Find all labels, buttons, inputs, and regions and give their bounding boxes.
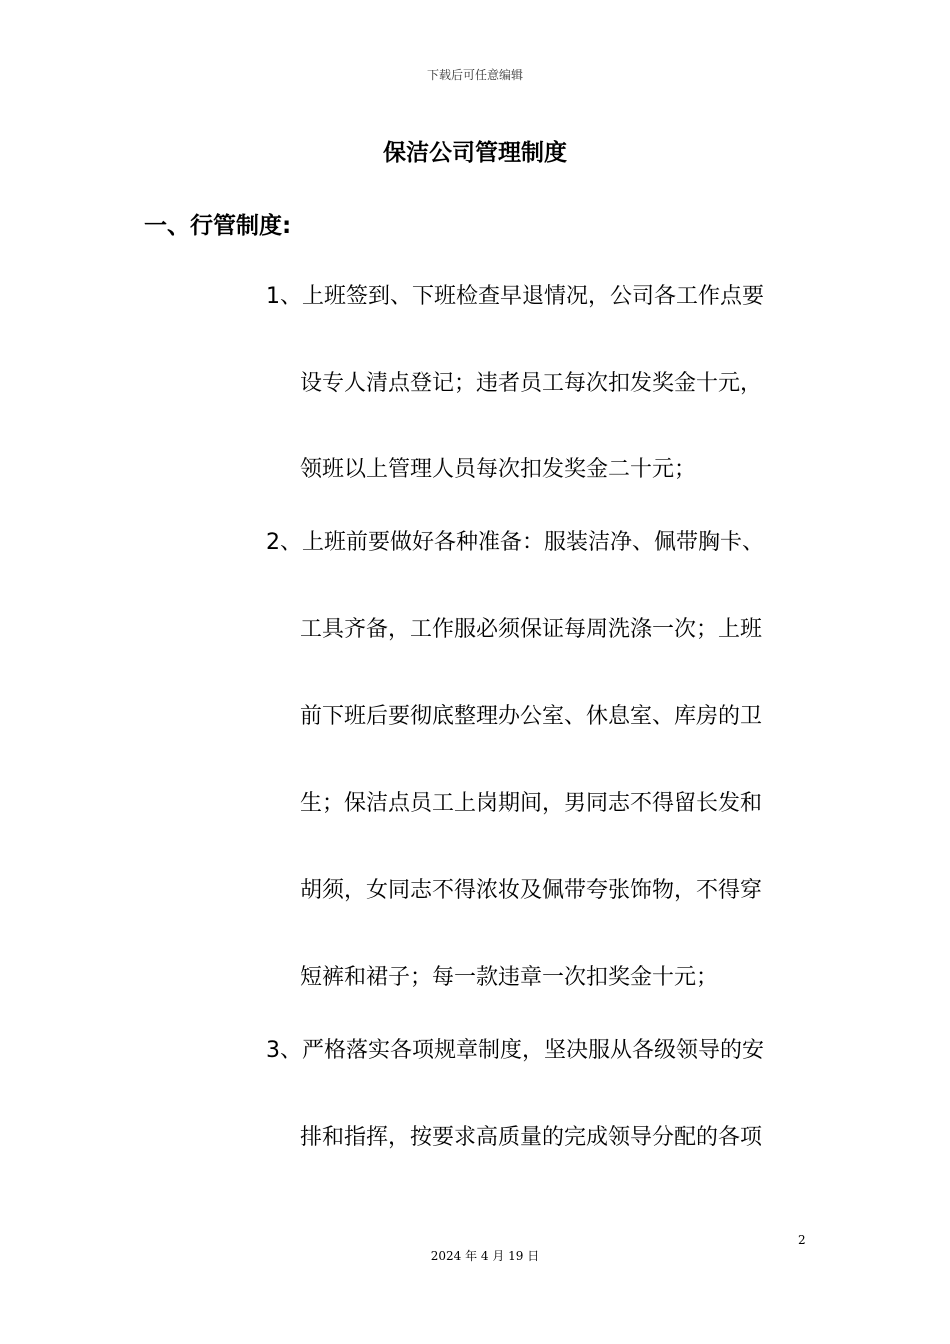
paragraph-line: 排和指挥，按要求高质量的完成领导分配的各项 bbox=[300, 1125, 763, 1150]
header-note: 下载后可任意编辑 bbox=[426, 68, 523, 82]
paragraph-line: 1、上班签到、下班检查早退情况，公司各工作点要 bbox=[266, 284, 764, 309]
paragraph-line: 短裤和裙子；每一款违章一次扣奖金十元； bbox=[300, 965, 719, 990]
paragraph-line: 3、严格落实各项规章制度，坚决服从各级领导的安 bbox=[266, 1038, 764, 1063]
document-title: 保洁公司管理制度 bbox=[383, 140, 567, 166]
paragraph-line: 前下班后要彻底整理办公室、休息室、库房的卫 bbox=[300, 704, 763, 729]
paragraph-line: 设专人清点登记；违者员工每次扣发奖金十元， bbox=[300, 371, 763, 396]
footer-date: 2024 年 4 月 19 日 bbox=[430, 1249, 540, 1263]
paragraph-line: 生；保洁点员工上岗期间，男同志不得留长发和 bbox=[300, 791, 763, 816]
page-number: 2 bbox=[798, 1233, 806, 1247]
paragraph-line: 领班以上管理人员每次扣发奖金二十元； bbox=[300, 457, 697, 482]
section-heading: 一、行管制度: bbox=[144, 213, 292, 239]
paragraph-line: 胡须，女同志不得浓妆及佩带夸张饰物，不得穿 bbox=[300, 878, 763, 903]
paragraph-line: 工具齐备，工作服必须保证每周洗涤一次；上班 bbox=[300, 617, 763, 642]
paragraph-line: 2、上班前要做好各种准备：服装洁净、佩带胸卡、 bbox=[266, 530, 764, 555]
